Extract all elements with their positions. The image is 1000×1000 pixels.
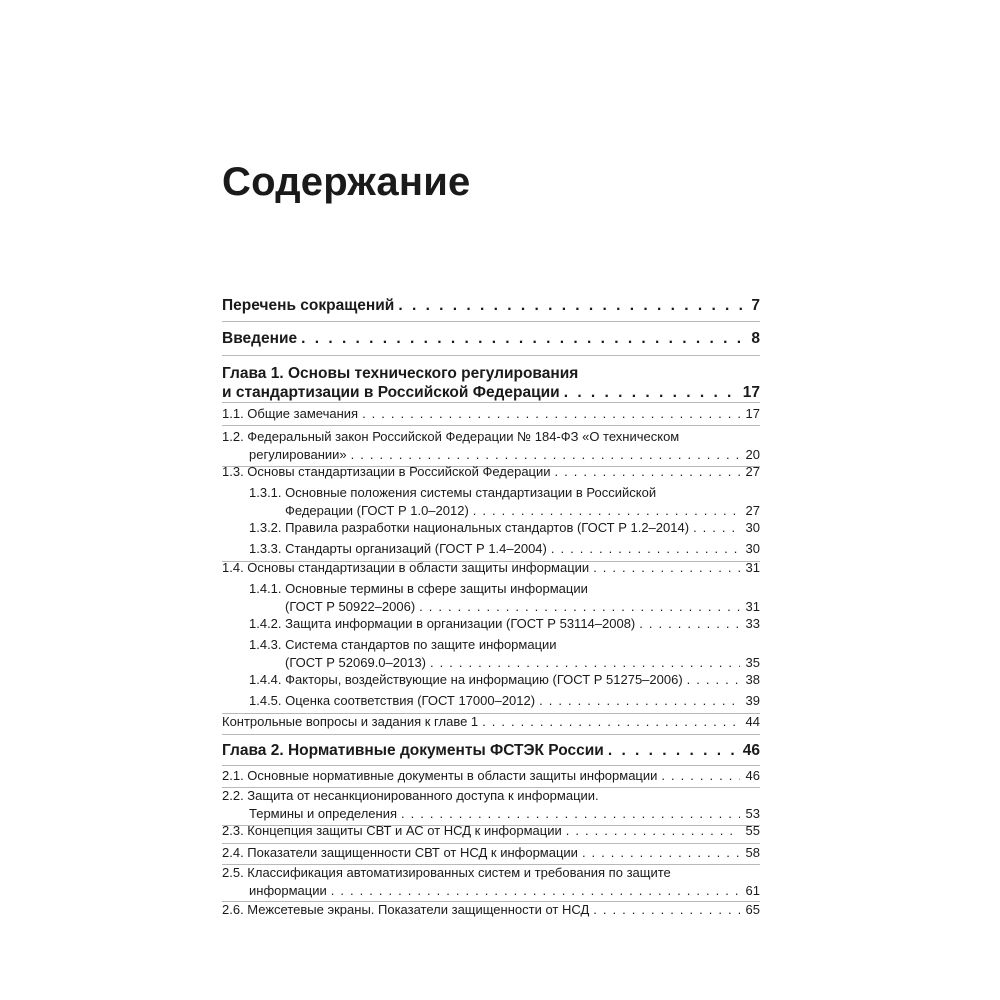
toc-entry-page: 46 — [745, 768, 760, 783]
toc-entry-title: Перечень сокращений — [222, 297, 395, 314]
toc-entry-1-1[interactable] — [222, 405, 760, 423]
divider — [222, 425, 760, 426]
divider — [222, 321, 760, 322]
toc-entry-2-2[interactable] — [222, 787, 760, 823]
toc-entry-title: 1.3.2. Правила разработки национальных стандартов (ГОСТ Р 1.2–2014) — [249, 520, 690, 535]
toc-entry-page: 58 — [745, 845, 760, 860]
toc-entry-page: 33 — [745, 616, 760, 631]
toc-entry-title: 1.4.3. Система стандартов по защите информации — [249, 637, 557, 652]
toc-entry-title: 1.3.3. Стандарты организаций (ГОСТ Р 1.4–2004) — [249, 541, 547, 556]
toc-entry-title-continued: (ГОСТ Р 50922–2006) — [285, 599, 416, 614]
toc-entry-page: 20 — [745, 447, 760, 462]
toc-entry-2-6[interactable] — [222, 901, 760, 919]
dot-leader — [301, 329, 745, 348]
dot-leader — [566, 822, 740, 840]
toc-entry-title: 2.1. Основные нормативные документы в области защиты информации — [222, 768, 658, 783]
dot-leader — [582, 844, 740, 862]
dot-leader — [419, 598, 739, 616]
toc-entry-page: 46 — [742, 742, 760, 759]
dot-leader — [401, 805, 740, 823]
divider — [222, 402, 760, 403]
toc-entry-page: 17 — [742, 384, 760, 401]
dot-leader — [351, 446, 740, 464]
dot-leader — [473, 502, 740, 520]
toc-entry-2-5[interactable] — [222, 864, 760, 900]
toc-entry-page: 7 — [751, 297, 760, 314]
toc-entry-title: Введение — [222, 330, 298, 347]
dot-leader — [398, 296, 745, 315]
toc-entry-chapter-1-review[interactable] — [222, 713, 760, 731]
toc-entry-title: 2.6. Межсетевые экраны. Показатели защищенности от НСД — [222, 902, 590, 917]
dot-leader — [551, 540, 740, 558]
dot-leader — [331, 882, 740, 900]
toc-entry-page: 31 — [745, 599, 760, 614]
dot-leader — [593, 559, 739, 577]
toc-entry-title: 2.2. Защита от несанкционированного доступа к информации. — [222, 788, 599, 803]
toc-entry-title: 2.5. Классификация автоматизированных систем и требования по защите — [222, 865, 671, 880]
toc-entry-title: 2.4. Показатели защищенности СВТ от НСД к информации — [222, 845, 578, 860]
toc-entry-1-4-1[interactable] — [222, 580, 760, 616]
toc-entry-title: 1.4.5. Оценка соответствия (ГОСТ 17000–2012) — [249, 693, 536, 708]
toc-entry-title: 1.3.1. Основные положения системы стандартизации в Российской — [249, 485, 657, 500]
toc-entry-1-2[interactable] — [222, 428, 760, 464]
dot-leader — [639, 615, 739, 633]
dot-leader — [687, 671, 740, 689]
toc-entry-1-3-1[interactable] — [222, 484, 760, 520]
toc-entry-1-3-3[interactable] — [222, 540, 760, 558]
toc-entry-1-3-2[interactable] — [222, 519, 760, 537]
toc-entry-abbreviations[interactable] — [222, 296, 760, 315]
dot-leader — [430, 654, 740, 672]
toc-entry-page: 8 — [751, 330, 760, 347]
toc-entry-title: Контрольные вопросы и задания к главе 1 — [222, 714, 479, 729]
toc-entry-page: 39 — [745, 693, 760, 708]
toc-entry-title-continued: информации — [249, 883, 327, 898]
dot-leader — [593, 901, 739, 919]
toc-entry-1-4-5[interactable] — [222, 692, 760, 710]
divider — [222, 765, 760, 766]
toc-entry-page: 35 — [745, 655, 760, 670]
toc-entry-page: 17 — [745, 406, 760, 421]
toc-entry-title: 1.2. Федеральный закон Российской Федерации № 184-ФЗ «О техническом — [222, 429, 680, 444]
toc-entry-page: 53 — [745, 806, 760, 821]
toc-entry-title: 1.4. Основы стандартизации в области защиты информации — [222, 560, 590, 575]
toc-entry-title: 1.4.2. Защита информации в организации (ГОСТ Р 53114–2008) — [249, 616, 636, 631]
divider — [222, 734, 760, 735]
dot-leader — [608, 741, 737, 760]
toc-entry-title: 1.4.1. Основные термины в сфере защиты информации — [249, 581, 588, 596]
toc-entry-1-4-3[interactable] — [222, 636, 760, 672]
toc-entry-title: Глава 2. Нормативные документы ФСТЭК России — [222, 742, 604, 759]
dot-leader — [482, 713, 739, 731]
dot-leader — [564, 383, 737, 402]
page-title: Содержание — [222, 160, 471, 204]
toc-entry-page: 44 — [745, 714, 760, 729]
divider — [222, 355, 760, 356]
toc-entry-page: 27 — [745, 503, 760, 518]
toc-entry-page: 30 — [745, 520, 760, 535]
toc-entry-1-3[interactable] — [222, 463, 760, 481]
toc-entry-page: 27 — [745, 464, 760, 479]
toc-entry-title: 1.3. Основы стандартизации в Российской Федерации — [222, 464, 551, 479]
toc-entry-page: 55 — [745, 823, 760, 838]
toc-entry-title: Глава 1. Основы технического регулирования — [222, 365, 579, 382]
dot-leader — [693, 519, 739, 537]
toc-entry-title-continued: Федерации (ГОСТ Р 1.0–2012) — [285, 503, 469, 518]
toc-entry-title-continued: (ГОСТ Р 52069.0–2013) — [285, 655, 427, 670]
dot-leader — [362, 405, 739, 423]
toc-entry-chapter-1[interactable] — [222, 364, 760, 402]
toc-entry-title: 2.3. Концепция защиты СВТ и АС от НСД к информации — [222, 823, 562, 838]
toc-entry-page: 38 — [745, 672, 760, 687]
toc-entry-2-3[interactable] — [222, 822, 760, 840]
toc-entry-title-continued: и стандартизации в Российской Федерации — [222, 384, 560, 401]
dot-leader — [539, 692, 739, 710]
dot-leader — [661, 767, 739, 785]
toc-entry-chapter-2[interactable] — [222, 741, 760, 760]
toc-entry-page: 31 — [745, 560, 760, 575]
toc-entry-2-4[interactable] — [222, 844, 760, 862]
toc-entry-title-continued: регулировании» — [249, 447, 347, 462]
toc-entry-1-4-4[interactable] — [222, 671, 760, 689]
toc-entry-title: 1.4.4. Факторы, воздействующие на информацию (ГОСТ Р 51275–2006) — [249, 672, 683, 687]
toc-entry-2-1[interactable] — [222, 767, 760, 785]
toc-entry-title: 1.1. Общие замечания — [222, 406, 359, 421]
toc-entry-1-4[interactable] — [222, 559, 760, 577]
dot-leader — [555, 463, 740, 481]
toc-entry-page: 61 — [745, 883, 760, 898]
toc-entry-introduction[interactable] — [222, 329, 760, 348]
toc-entry-title-continued: Термины и определения — [249, 806, 398, 821]
toc-entry-1-4-2[interactable] — [222, 615, 760, 633]
toc-entry-page: 30 — [745, 541, 760, 556]
toc-entry-page: 65 — [745, 902, 760, 917]
